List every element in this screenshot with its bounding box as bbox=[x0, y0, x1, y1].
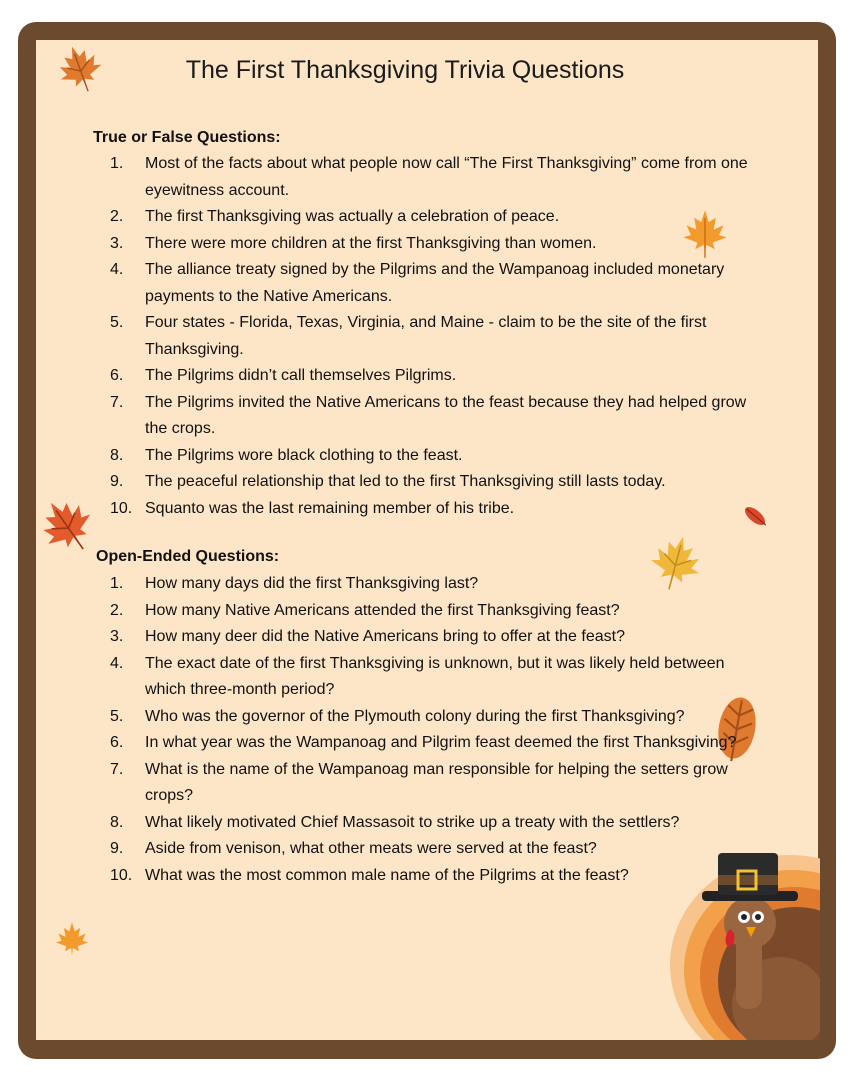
question-text: Most of the facts about what people now call “The First Thanksgiving” come from one eyewitness account. bbox=[145, 155, 748, 199]
question-item bbox=[106, 836, 751, 863]
question-item bbox=[106, 598, 751, 625]
question-item bbox=[106, 443, 751, 470]
question-number: 9. bbox=[110, 473, 124, 490]
question-text: How many deer did the Native Americans bring to offer at the feast? bbox=[145, 628, 625, 645]
question-item bbox=[106, 810, 751, 837]
true-false-question-list bbox=[106, 151, 751, 522]
question-item bbox=[106, 571, 751, 598]
question-number: 10. bbox=[110, 866, 133, 884]
question-text: Four states - Florida, Texas, Virginia, and Maine - claim to be the site of the first Thanksgiving. bbox=[145, 314, 707, 358]
question-item bbox=[106, 310, 751, 363]
question-text: The Pilgrims invited the Native Americans to the feast because they had helped grow the crops. bbox=[145, 393, 747, 437]
question-item bbox=[106, 363, 751, 390]
question-text: How many Native Americans attended the first Thanksgiving feast? bbox=[145, 601, 620, 619]
question-text: The first Thanksgiving was actually a celebration of peace. bbox=[145, 208, 560, 225]
question-text: Who was the governor of the Plymouth colony during the first Thanksgiving? bbox=[145, 707, 685, 725]
question-number: 3. bbox=[110, 628, 124, 645]
question-text: The Pilgrims wore black clothing to the feast. bbox=[145, 446, 463, 464]
question-number: 1. bbox=[110, 155, 124, 172]
question-text: The alliance treaty signed by the Pilgrims and the Wampanoag included monetary payments to the Native Americans. bbox=[145, 261, 725, 305]
question-text: What is the name of the Wampanoag man responsible for helping the setters grow crops? bbox=[145, 760, 728, 804]
question-text: What likely motivated Chief Massasoit to strike up a treaty with the settlers? bbox=[145, 813, 680, 831]
question-item bbox=[106, 863, 751, 890]
question-text: There were more children at the first Thanksgiving than women. bbox=[145, 234, 597, 252]
question-item bbox=[106, 757, 751, 810]
true-false-heading: True or False Questions: bbox=[93, 129, 281, 146]
question-number: 5. bbox=[110, 707, 124, 725]
question-text: Aside from venison, what other meats were served at the feast? bbox=[145, 840, 597, 857]
question-text: The exact date of the first Thanksgiving is unknown, but it was likely held between which three-month period? bbox=[145, 654, 725, 698]
question-text: How many days did the first Thanksgiving last? bbox=[145, 575, 479, 592]
question-number: 4. bbox=[110, 654, 124, 672]
question-item bbox=[106, 704, 751, 731]
question-item bbox=[106, 469, 751, 496]
question-text: Squanto was the last remaining member of his tribe. bbox=[145, 499, 515, 517]
question-number: 6. bbox=[110, 367, 124, 384]
question-number: 5. bbox=[110, 314, 124, 331]
question-item bbox=[106, 151, 751, 204]
question-text: What was the most common male name of the Pilgrims at the feast? bbox=[145, 866, 629, 884]
page-title: The First Thanksgiving Trivia Questions bbox=[185, 56, 625, 84]
question-number: 2. bbox=[110, 208, 124, 225]
maple-leaf-icon bbox=[52, 920, 92, 960]
open-ended-question-list bbox=[106, 571, 751, 889]
question-item bbox=[106, 231, 751, 258]
maple-leaf-icon bbox=[34, 494, 100, 558]
question-text: In what year was the Wampanoag and Pilgrim feast deemed the first Thanksgiving? bbox=[145, 734, 737, 751]
question-item bbox=[106, 730, 751, 757]
question-number: 4. bbox=[110, 261, 124, 278]
question-item bbox=[106, 390, 751, 443]
open-ended-heading: Open-Ended Questions: bbox=[96, 548, 280, 565]
question-text: The peaceful relationship that led to the first Thanksgiving still lasts today. bbox=[145, 473, 666, 490]
question-number: 9. bbox=[110, 840, 124, 857]
question-number: 8. bbox=[110, 813, 124, 831]
question-number: 8. bbox=[110, 446, 124, 464]
question-number: 10. bbox=[110, 499, 133, 517]
question-text: The Pilgrims didn’t call themselves Pilgrims. bbox=[145, 367, 457, 384]
question-item bbox=[106, 624, 751, 651]
question-number: 7. bbox=[110, 760, 124, 778]
question-number: 3. bbox=[110, 234, 124, 252]
question-item bbox=[106, 651, 751, 704]
question-item bbox=[106, 204, 751, 231]
question-number: 7. bbox=[110, 393, 124, 411]
question-number: 1. bbox=[110, 575, 124, 592]
question-item bbox=[106, 257, 751, 310]
question-number: 2. bbox=[110, 601, 124, 619]
question-item bbox=[106, 496, 751, 523]
question-number: 6. bbox=[110, 734, 124, 751]
